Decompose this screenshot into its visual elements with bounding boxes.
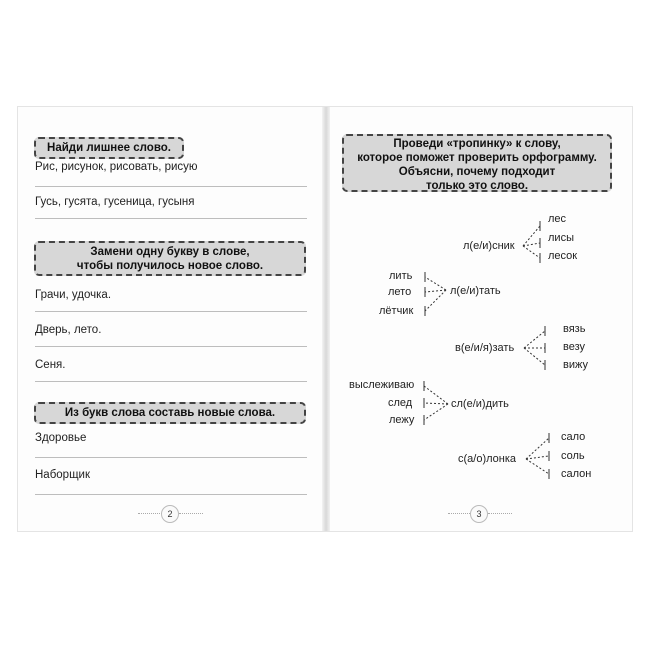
page-number: 3 bbox=[470, 505, 488, 523]
task-title-line: чтобы получилось новое слово. bbox=[76, 260, 264, 272]
option-word: лесок bbox=[548, 250, 578, 262]
word-row: Дверь, лето. bbox=[35, 324, 102, 336]
target-word: л(е/и)тать bbox=[450, 285, 501, 297]
target-word: в(е/и/я)зать bbox=[455, 342, 515, 354]
option-word: лисы bbox=[548, 232, 574, 244]
option-word: везу bbox=[563, 341, 586, 353]
option-word: след bbox=[388, 397, 413, 409]
option-word: выслеживаю bbox=[349, 379, 415, 391]
word-row: Сеня. bbox=[35, 359, 66, 371]
word-row: Здоровье bbox=[35, 432, 87, 444]
task-title: Найди лишнее слово. bbox=[47, 142, 171, 154]
option-word: лето bbox=[388, 286, 412, 298]
option-word: вижу bbox=[563, 359, 588, 371]
word-row: Наборщик bbox=[35, 469, 90, 481]
option-word: салон bbox=[561, 468, 592, 480]
option-word: вязь bbox=[563, 323, 586, 335]
word-row: Рис, рисунок, рисовать, рисую bbox=[35, 161, 198, 173]
option-word: сало bbox=[561, 431, 586, 443]
page-number: 2 bbox=[161, 505, 179, 523]
option-word: соль bbox=[561, 450, 585, 462]
task-title-line: Проведи «тропинку» к слову, bbox=[393, 138, 561, 150]
page-number-rule bbox=[448, 513, 472, 514]
task-title: Из букв слова составь новые слова. bbox=[64, 407, 276, 419]
option-word: лить bbox=[389, 270, 413, 282]
task-title-line: которое поможет проверить орфограмму. bbox=[357, 152, 597, 164]
option-word: лётчик bbox=[379, 305, 414, 317]
task-title-line: Объясни, почему подходит bbox=[398, 166, 556, 178]
option-word: лес bbox=[548, 213, 567, 225]
target-word: сл(е/и)дить bbox=[451, 398, 509, 410]
page-number-rule bbox=[488, 513, 512, 514]
word-row: Грачи, удочка. bbox=[35, 289, 112, 301]
target-word: л(е/и)сник bbox=[463, 240, 515, 252]
target-word: с(а/о)лонка bbox=[458, 453, 517, 465]
word-row: Гусь, гусята, гусеница, гусыня bbox=[35, 196, 195, 208]
task-title-line: Замени одну букву в слове, bbox=[90, 246, 250, 258]
task-title-line: только это слово. bbox=[425, 180, 529, 192]
option-word: лежу bbox=[389, 414, 415, 426]
